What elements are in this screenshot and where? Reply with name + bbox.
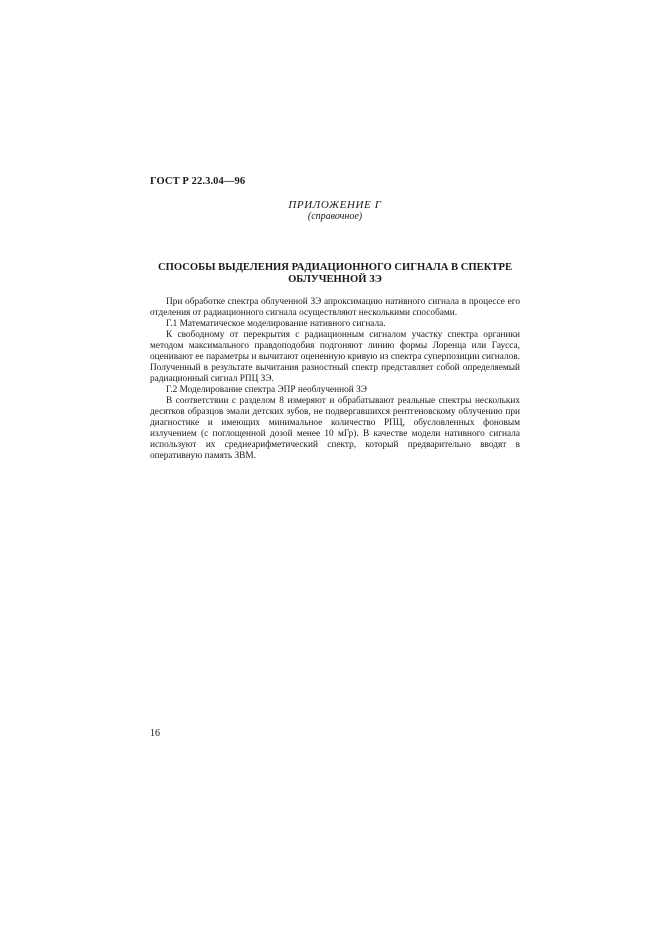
section-title-line-2: ОБЛУЧЕННОЙ ЗЭ: [288, 273, 382, 285]
body-text: [150, 297, 520, 462]
section-title-line-1: СПОСОБЫ ВЫДЕЛЕНИЯ РАДИАЦИОННОГО СИГНАЛА В СПЕКТРЕ: [157, 262, 513, 273]
paragraph-heading-g1: Г.1 Математическое моделирование нативного сигнала.: [166, 319, 386, 329]
appendix-title: ПРИЛОЖЕНИЕ Г: [288, 199, 382, 211]
paragraph-g1-method: К свободному от перекрытия с радиационным сигналом участку спектра органики методом максимального правдоподобия подгоняют линию формы Лоренца или Гаусса, оценивают ее параметры и вычитают оцененную кривую из спектра суперпозиции сигналов. Полученный в результате вычитания разностный спектр представляет собой определяемый радиационный сигнал РПЦ ЗЭ.: [150, 330, 520, 384]
document-code: ГОСТ Р 22.3.04—96: [150, 176, 246, 187]
paragraph-g2-method: В соответствии с разделом 8 измеряют и обрабатывают реальные спектры нескольких десятков образцов эмали детских зубов, не подвергавшихся рентгеновскому облучению при диагностике и имеющих минимальное количество РПЦ, обусловленных фоновым излучением (с поглощенной дозой менее 10 мГр). В качестве модели нативного сигнала используют их среднеарифметический спектр, который предварительно вводят в оперативную память ЗВМ.: [150, 396, 520, 461]
paragraph-heading-g2: Г.2 Моделирование спектра ЭПР необлученной ЗЭ: [166, 385, 367, 395]
paragraph-intro: При обработке спектра облученной ЗЭ апроксимацию нативного сигнала в процессе его отделения от радиационного сигнала осуществляют несколькими способами.: [150, 297, 520, 318]
section-title: [150, 262, 520, 285]
appendix-subtitle: (справочное): [307, 211, 363, 222]
page-number: 16: [150, 728, 160, 739]
